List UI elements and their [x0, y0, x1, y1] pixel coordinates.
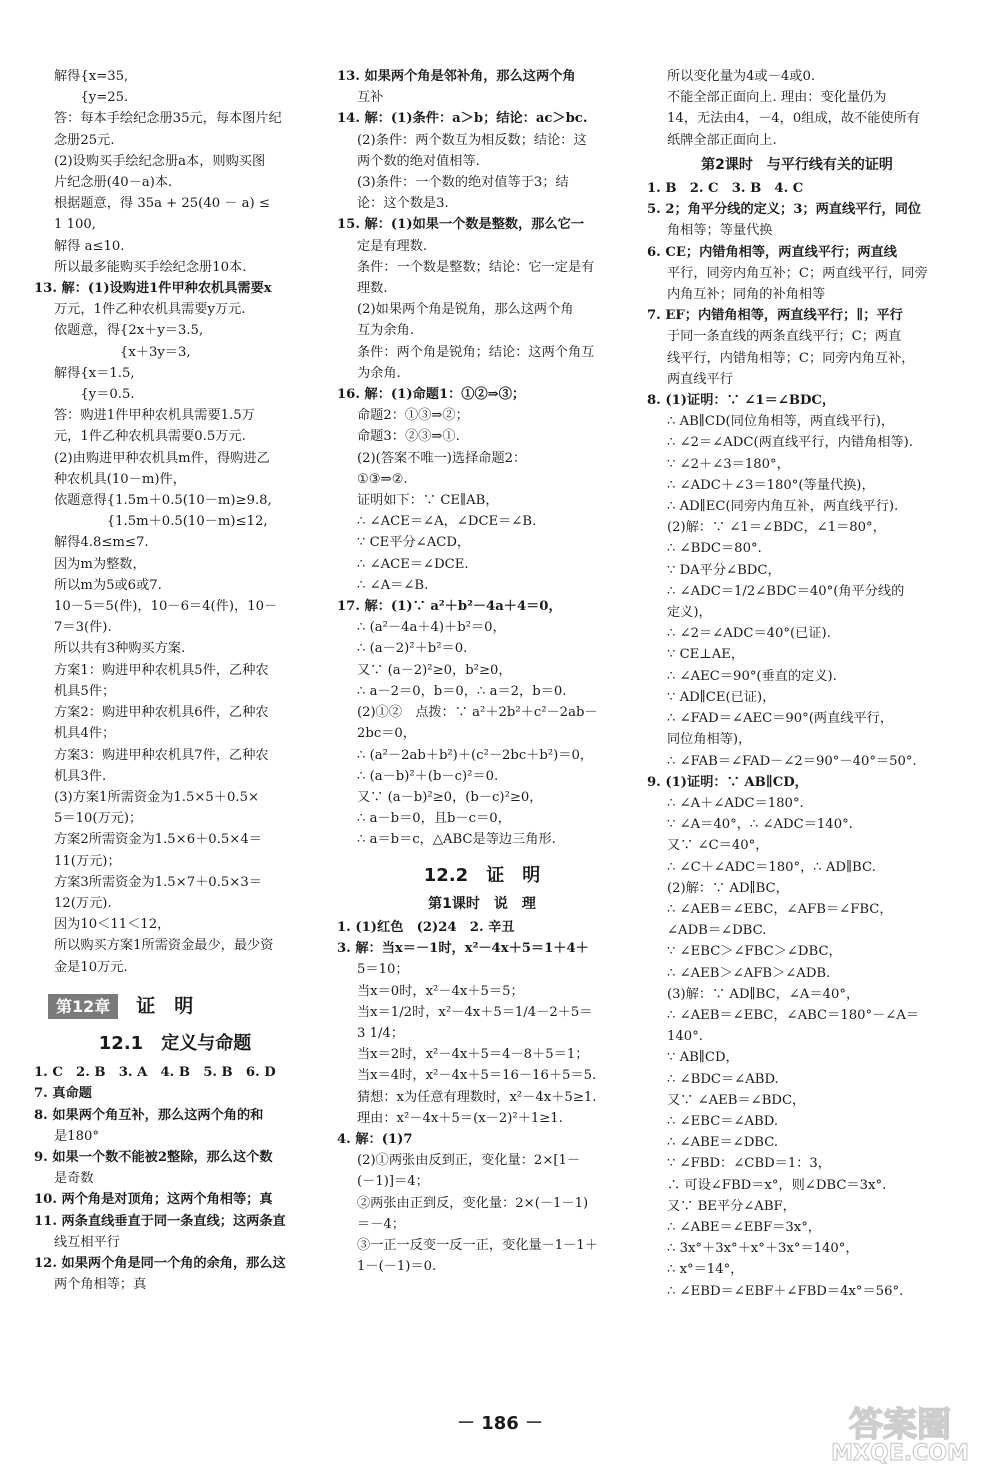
answer-line: 解得4.8≤m≤7.: [54, 535, 149, 551]
answer-line: ∴ ∠ABE＝∠EBF＝3x°，: [667, 1219, 821, 1235]
answer-line: 所以共有3种购买方案.: [54, 641, 186, 657]
answer-line: 因为10＜11＜12，: [54, 917, 171, 933]
answer-line: 所以变化量为4或－4或0.: [667, 69, 816, 84]
lesson-heading: 第1课时 说 理: [428, 895, 536, 912]
answer-line: ∠ADB＝∠DBC.: [667, 923, 767, 939]
answer-line: 万元，1件乙种农机具需要y万元.: [54, 302, 246, 318]
question-line: 5. 2；角平分线的定义；3；两直线平行，同位: [647, 202, 922, 218]
answer-line: 内角互补；同角的补角相等: [667, 287, 826, 303]
answer-line: ∴ ∠ADC＋∠3＝180°(等量代换)，: [667, 477, 875, 493]
answer-line: ③一正一反变一反一正，变化量－1－1＋: [357, 1237, 598, 1253]
answer-line: ∴ a＝b＝c，△ABC是等边三角形.: [357, 832, 556, 848]
answer-line: ∴ (a²－2ab＋b²)＋(c²－2bc＋b²)＝0，: [357, 747, 594, 763]
answer-line: ∵ ∠2＋∠3＝180°，: [667, 456, 790, 472]
answer-line: 条件：一个数是整数；结论：它一定是有: [357, 259, 595, 275]
answer-line: 又∵ (a－b)²≥0，(b－c)²≥0，: [357, 789, 543, 805]
answer-line: ∵ ∠A＝40°，∴ ∠ADC＝140°.: [667, 817, 853, 833]
answer-line: ∴ ∠FAD＝∠AEC＝90°(两直线平行，: [667, 711, 894, 727]
answer-line: 是180°: [54, 1128, 99, 1144]
answer-line: ∴ ∠C＋∠ADC＝180°，∴ AD∥BC.: [667, 859, 876, 875]
answer-line: 1 100,: [54, 217, 96, 233]
question-line: 6. CE；内错角相等，两直线平行；两直线: [647, 244, 897, 260]
answer-line: 答：每本手绘纪念册35元，每本图片纪: [54, 111, 282, 127]
right-column: [647, 66, 947, 1302]
answer-line: 不能全部正面向上. 理由：变化量仍为: [667, 90, 887, 106]
answer-line: 机具5件；: [54, 683, 116, 699]
answer-line: ∴ ∠A＝∠B.: [357, 577, 429, 593]
answer-line: 互补: [357, 90, 384, 106]
answer-line: ∴ ∠EBC＝∠ABD.: [667, 1113, 779, 1129]
left-column: [34, 66, 316, 1295]
answer-line: 所以最多能购买手绘纪念册10本.: [54, 259, 247, 275]
chapter-heading: [48, 994, 316, 1019]
middle-column: [337, 66, 627, 1277]
answer-line: 线平行，内错角相等；C；同旁内角互补，: [667, 350, 915, 366]
answer-line: ∴ AD∥EC(同旁内角互补，两直线平行).: [667, 499, 899, 515]
answer-line: 命题3：②③⇒①.: [357, 429, 460, 445]
answer-line: 互为余角.: [357, 323, 414, 339]
question-line: 9. (1)证明：∵ AB∥CD，: [647, 774, 808, 790]
question-line: 17. 解：(1)∵ a²＋b²－4a＋4＝0，: [337, 599, 562, 615]
answer-line: (2)由购进甲种农机具m件，得购进乙: [54, 450, 270, 466]
answer-line: 线互相平行: [54, 1234, 120, 1250]
answer-line: (2)条件：两个数互为相反数；结论：这: [357, 132, 587, 148]
answer-line: 方案3所需资金为1.5×7＋0.5×3＝: [54, 874, 262, 890]
answer-line: 又∵ BE平分∠ABF，: [667, 1198, 796, 1214]
answer-line: {1.5m＋0.5(10－m)≤12,: [54, 514, 268, 530]
answer-line: 纸牌全部正面向上.: [667, 132, 777, 148]
svg-text:MXQE.COM: MXQE.COM: [831, 1441, 969, 1465]
question-line: 4. 解：(1)7: [337, 1131, 413, 1147]
question-line: 13. 解：(1)设购进1件甲种农机具需要x: [34, 281, 272, 297]
answer-line: ∴ (a－2)²＋b²＝0.: [357, 641, 468, 657]
answer-line: 念册25元.: [54, 132, 115, 148]
answer-line: 又∵ (a－2)²≥0，b²≥0，: [357, 662, 512, 678]
answer-line: 方案1：购进甲种农机具5件，乙种农: [54, 662, 269, 678]
chapter-title: 证 明: [136, 994, 194, 1017]
answer-line: ∴ ∠2＝∠ADC(两直线平行，内错角相等).: [667, 435, 913, 451]
question-line: 12. 如果两个角是同一个角的余角，那么这: [34, 1255, 286, 1271]
answer-line: ∴ 3x°＋3x°＋x°＋3x°＝140°，: [667, 1241, 859, 1257]
answer-line: 解得 a≤10.: [54, 238, 125, 254]
answer-line: 命题2：①③⇒②；: [357, 408, 469, 424]
answer-line: 2bc＝0，: [357, 726, 416, 742]
answer-line: {y=25.: [54, 90, 129, 106]
answer-line: ∵ DA平分∠BDC，: [667, 562, 781, 578]
answer-line: ∵ ∠FBD：∠CBD＝1：3，: [667, 1156, 831, 1172]
answer-line: ∴ ∠ABE＝∠DBC.: [667, 1135, 779, 1151]
answer-line: 11(万元)；: [54, 853, 121, 869]
answer-line: 又∵ ∠AEB＝∠BDC，: [667, 1092, 806, 1108]
answer-line: ∴ ∠EBD＝∠EBF＋∠FBD＝4x°＝56°.: [667, 1283, 904, 1299]
answer-line: 因为m为整数，: [54, 556, 146, 572]
answer-line: 条件：两个角是锐角；结论：这两个角互: [357, 344, 595, 360]
answer-line: 理数.: [357, 281, 388, 297]
lesson-heading: 第2课时 与平行线有关的证明: [701, 156, 893, 173]
answer-line: 平行，同旁内角互补；C；两直线平行，同旁: [667, 265, 928, 281]
answer-line: 7＝3(件).: [54, 620, 112, 636]
answer-line: 3 1/4；: [357, 1025, 404, 1041]
answer-line: ①③⇒②.: [357, 471, 408, 487]
answer-line: ＝－4；: [357, 1216, 405, 1232]
section-heading: 12.1 定义与命题: [98, 1032, 252, 1054]
svg-text:答案圈: 答案圈: [849, 1405, 951, 1445]
answer-line: (2)如果两个角是锐角，那么这两个角: [357, 302, 574, 318]
answer-line: 140°.: [667, 1029, 703, 1045]
answer-line: 5＝10(万元)；: [54, 811, 143, 827]
answer-line: ∴ ∠AEB＝∠EBC，∠AFB＝∠FBC，: [667, 901, 893, 917]
answer-line: 理由：x²－4x＋5＝(x－2)²＋1≥1.: [357, 1110, 563, 1126]
answer-line: ∴ ∠FAB＝∠FAD－∠2＝90°－40°＝50°.: [667, 753, 917, 769]
answer-line: 10－5＝5(件)，10－6＝4(件)，10－: [54, 599, 278, 615]
answer-line: ∴ ∠BDC＝80°.: [667, 541, 762, 557]
answer-line: 方案3：购进甲种农机具7件，乙种农: [54, 747, 269, 763]
answer-line: 14，无法由4，－4，0组成，故不能使所有: [667, 111, 920, 127]
question-line: 8. 如果两个角互补，那么这两个角的和: [34, 1107, 264, 1123]
answer-line: 两个数的绝对值相等.: [357, 153, 480, 169]
answer-line: ∴ (a²－4a＋4)＋b²＝0，: [357, 620, 506, 636]
answer-line: 1－(－1)＝0.: [357, 1259, 437, 1275]
answer-line: (3)解：∵ AD∥BC，∠A＝40°，: [667, 986, 860, 1002]
answer-line: 答：购进1件甲种农机具需要1.5万: [54, 408, 255, 424]
answer-line: ∴ a－b＝0，且b－c＝0，: [357, 811, 511, 827]
answer-line: 方案2：购进甲种农机具6件，乙种农: [54, 705, 269, 721]
question-line: 10. 两个角是对顶角；这两个角相等；真: [34, 1192, 273, 1208]
answer-line: ∴ ∠2＝∠ADC＝40°(已证).: [667, 626, 831, 642]
answer-line: ∴ ∠ACE＝∠DCE.: [357, 556, 469, 572]
answer-line: 猜想：x为任意有理数时，x²－4x＋5≥1.: [357, 1089, 597, 1105]
answer-line: ∴ (a－b)²＋(b－c)²＝0.: [357, 768, 499, 784]
answer-line: 依题意得{1.5m＋0.5(10－m)≥9.8,: [54, 493, 272, 509]
answer-line: ∵ AB∥CD，: [667, 1050, 739, 1066]
answer-line: ∵ CE⊥AE，: [667, 647, 745, 663]
answer-line: 定义)，: [667, 605, 712, 621]
answer-line: ∵ AD∥CE(已证)，: [667, 689, 776, 705]
answer-line: 依题意，得{2x＋y＝3.5,: [54, 323, 204, 339]
answer-line: 是奇数: [54, 1171, 94, 1187]
question-line: 1. C 2. B 3. A 4. B 5. B 6. D: [34, 1065, 276, 1081]
answer-line: ∴ 可设∠FBD＝x°，则∠DBC＝3x°.: [667, 1177, 887, 1193]
answer-line: 解得{x＝1.5,: [54, 365, 135, 381]
answer-line: ∴ ∠ADC＝1/2∠BDC＝40°(角平分线的: [667, 583, 905, 599]
answer-line: 片纪念册(40－a)本.: [54, 175, 173, 191]
answer-line: 两直线平行: [667, 371, 733, 387]
answer-line: 解得{x=35,: [54, 69, 129, 84]
answer-line: ∴ ∠AEB＝∠EBC，∠ABC＝180°－∠A＝: [667, 1007, 920, 1023]
question-line: 7. 真命题: [34, 1086, 92, 1102]
watermark-logo: [810, 1400, 990, 1465]
answer-line: ∴ ∠A＋∠ADC＝180°.: [667, 795, 804, 811]
answer-line: 机具4件；: [54, 726, 116, 742]
answer-line: (2)解：∵ AD∥BC，: [667, 880, 789, 896]
answer-line: 当x＝4时，x²－4x＋5＝16－16＋5＝5.: [357, 1068, 597, 1084]
question-line: 1. (1)红色 (2)24 2. 辛丑: [337, 919, 515, 935]
answer-line: 又∵ ∠C＝40°，: [667, 838, 769, 854]
answer-line: (－1)]＝4；: [357, 1174, 429, 1190]
answer-line: (2)①② 点拨：∵ a²＋2b²＋c²－2ab－: [357, 705, 598, 721]
question-line: 16. 解：(1)命题1：①②⇒③；: [337, 387, 526, 403]
section-heading: 12.2 证 明: [423, 864, 541, 886]
answer-line: ∴ ∠BDC＝∠ABD.: [667, 1071, 779, 1087]
question-line: 1. B 2. C 3. B 4. C: [647, 181, 804, 197]
answer-line: 论：这个数是3.: [357, 196, 449, 212]
answer-line: 根据题意，得 35a + 25(40 － a) ≤: [54, 196, 270, 212]
answer-line: (2)(答案不唯一)选择命题2：: [357, 450, 527, 466]
answer-line: 12(万元).: [54, 895, 112, 911]
answer-line: ∵ CE平分∠ACD，: [357, 535, 471, 551]
answer-line: (3)方案1所需资金为1.5×5＋0.5×: [54, 789, 260, 805]
question-line: 15. 解：(1)如果一个数是整数，那么它一: [337, 217, 585, 233]
answer-line: (2)①两张由反到正，变化量：2×[1－: [357, 1153, 581, 1169]
answer-line: 于同一条直线的两条直线平行；C；两直: [667, 329, 902, 345]
answer-line: 金是10万元.: [54, 959, 128, 975]
question-line: 14. 解：(1)条件：a＞b；结论：ac＞bc.: [337, 111, 588, 127]
page-number: － 186 －: [456, 1413, 544, 1434]
answer-line: 当x＝1/2时，x²－4x＋5＝1/4－2＋5＝: [357, 1004, 593, 1020]
question-line: 7. EF；内错角相等，两直线平行；∥；平行: [647, 308, 903, 324]
answer-line: ∴ x°＝14°，: [667, 1262, 744, 1278]
question-line: 9. 如果一个数不能被2整除，那么这个数: [34, 1149, 273, 1165]
answer-line: 5＝10；: [357, 962, 409, 978]
answer-line: 两个角相等；真: [54, 1277, 147, 1293]
answer-line: (3)条件：一个数的绝对值等于3；结: [357, 175, 569, 191]
question-line: 8. (1)证明：∵ ∠1＝∠BDC，: [647, 393, 836, 409]
answer-line: 方案2所需资金为1.5×6＋0.5×4＝: [54, 832, 262, 848]
answer-line: ②两张由正到反，变化量：2×(－1－1): [357, 1195, 589, 1211]
answer-line: 角相等；等量代换: [667, 223, 773, 239]
answer-line: {y＝0.5.: [54, 387, 135, 403]
answer-line: 所以购买方案1所需资金最少，最少资: [54, 938, 274, 954]
answer-line: 定是有理数.: [357, 238, 428, 254]
chapter-number-badge: 第12章: [48, 994, 118, 1019]
answer-line: 当x＝0时，x²－4x＋5＝5；: [357, 983, 524, 999]
answer-line: ∴ AB∥CD(同位角相等，两直线平行)，: [667, 414, 895, 430]
question-line: 13. 如果两个角是邻补角，那么这两个角: [337, 69, 576, 84]
answer-line: 所以m为5或6或7.: [54, 577, 162, 593]
answer-line: ∴ a－2＝0，b＝0，∴ a＝2，b＝0.: [357, 683, 567, 699]
answer-line: 当x＝2时，x²－4x＋5＝4－8＋5＝1；: [357, 1047, 589, 1063]
answer-line: ∵ ∠EBC＞∠FBC＞∠DBC，: [667, 944, 842, 960]
question-line: 3. 解：当x＝－1时，x²－4x＋5＝1＋4＋: [337, 941, 589, 957]
answer-line: ∴ ∠ACE＝∠A，∠DCE＝∠B.: [357, 514, 537, 530]
answer-line: 元，1件乙种农机具需要0.5万元.: [54, 429, 246, 445]
answer-line: (2)解：∵ ∠1＝∠BDC，∠1＝80°，: [667, 520, 886, 536]
answer-line: 种农机具(10－m)件，: [54, 471, 186, 487]
answer-line: 为余角.: [357, 365, 401, 381]
answer-line: {x＋3y＝3,: [54, 344, 191, 360]
answer-line: 证明如下：∵ CE∥AB，: [357, 493, 499, 509]
answer-line: ∴ ∠AEB＞∠AFB＞∠ADB.: [667, 965, 831, 981]
answer-line: (2)设购买手绘纪念册a本，则购买图: [54, 153, 266, 169]
answer-line: ∴ ∠AEC＝90°(垂直的定义).: [667, 668, 837, 684]
question-line: 11. 两条直线垂直于同一条直线；这两条直: [34, 1213, 286, 1229]
answer-line: 机具3件.: [54, 768, 107, 784]
answer-line: 同位角相等)，: [667, 732, 752, 748]
